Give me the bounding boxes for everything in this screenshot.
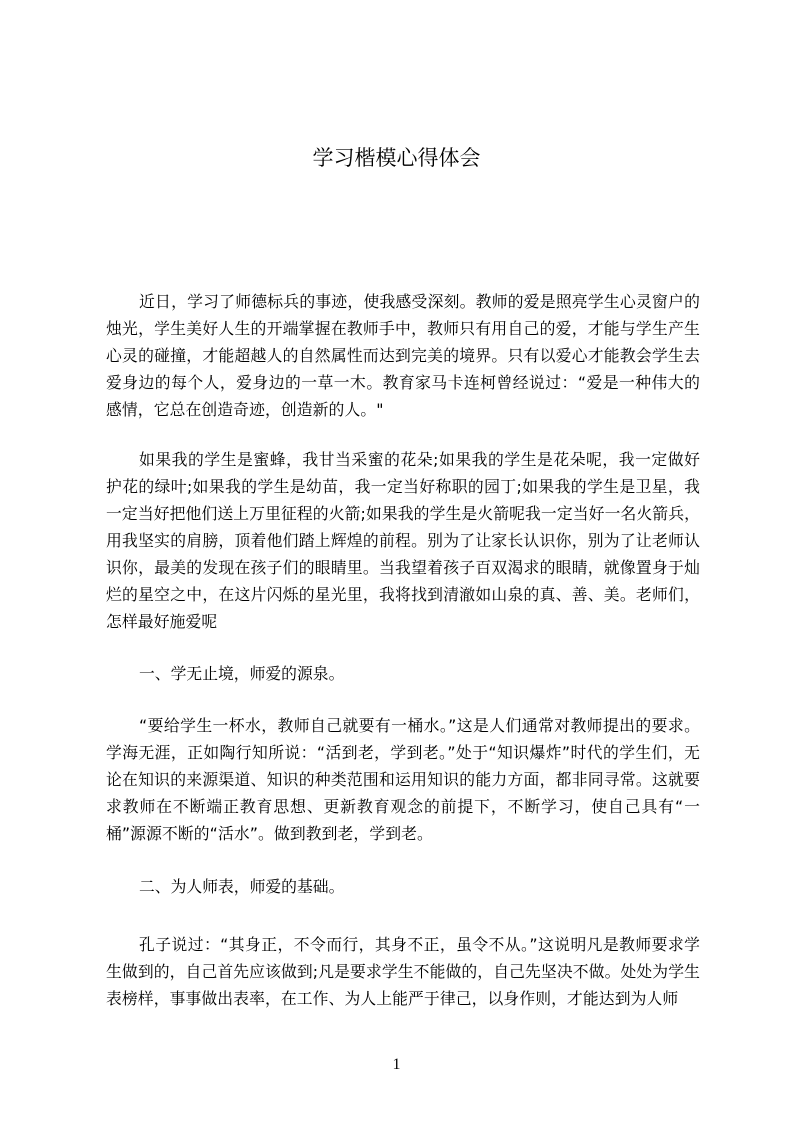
paragraph-intro: 近日，学习了师德标兵的事迹，使我感受深刻。教师的爱是照亮学生心灵窗户的烛光，学生美好人生的开端掌握在教师手中，教师只有用自己的爱，才能与学生产生心灵的碰撞，才能超越人的自然属性而达到完美的境界。只有以爱心才能教会学生去爱身边的每个人，爱身边的一草一木。教育家马卡连柯曾经说过：“爱是一种伟大的感情，它总在创造奇迹，创造新的人。": [106, 292, 700, 419]
section-body-1: “要给学生一杯水，教师自己就要有一桶水。”这是人们通常对教师提出的要求。学海无涯，正如陶行知所说：“活到老，学到老。”处于“知识爆炸”时代的学生们，无论在知识的来源渠道、知识的种类范围和运用知识的能力方面，都非同寻常。这就要求教师在不断端正教育思想、更新教育观念的前提下，不断学习，使自己具有“一桶”源源不断的“活水”。做到教到老，学到老。: [106, 716, 700, 843]
document-title: 学习楷模心得体会: [312, 146, 481, 170]
section-heading-1: 一、学无止境，师爱的源泉。: [139, 664, 345, 683]
section-heading-2: 二、为人师表，师爱的基础。: [139, 877, 345, 896]
page-number: 1: [392, 1056, 401, 1073]
paragraph-metaphors: 如果我的学生是蜜蜂，我甘当采蜜的花朵;如果我的学生是花朵呢，我一定做好护花的绿叶;如果我的学生是幼苗，我一定当好称职的园丁;如果我的学生是卫星，我一定当好把他们送上万里征程的火箭;如果我的学生是火箭呢我一定当好一名火箭兵，用我坚实的肩膀，顶着他们踏上辉煌的前程。别为了让家长认识你，别为了让老师认识你，最美的发现在孩子们的眼睛里。当我望着孩子百双渴求的眼睛，就像置身于灿烂的星空之中，在这片闪烁的星光里，我将找到清澈如山泉的真、善、美。老师们，怎样最好施爱呢: [106, 450, 700, 631]
section-body-2: 孔子说过：“其身正，不令而行，其身不正，虽令不从。”这说明凡是教师要求学生做到的，自己首先应该做到;凡是要求学生不能做的，自己先坚决不做。处处为学生表榜样，事事做出表率，在工作、为人上能严于律己，以身作则，才能达到为人师: [106, 935, 700, 1008]
